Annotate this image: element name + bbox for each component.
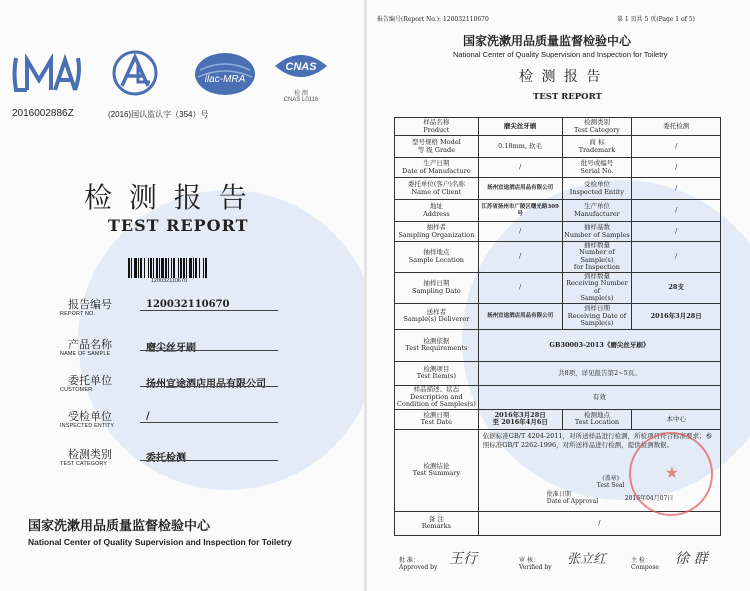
manufacture-date-label: 生产日期 Date of Manufacture	[395, 158, 479, 178]
num-samples-label: 抽样基数 Number of Samples	[562, 222, 632, 242]
field-value: 120032110670	[146, 299, 230, 310]
approved-signature: 王行	[449, 551, 477, 567]
compose-cn: 主 检：	[631, 557, 651, 564]
address-label: 地址 Address	[395, 200, 479, 222]
barcode-bar	[144, 258, 145, 278]
test-seal-label: (盖章) Test Seal	[596, 474, 625, 489]
barcode-bar	[140, 258, 142, 278]
field-label-cn: 检测类别	[68, 448, 112, 461]
title-en: TEST REPORT	[108, 216, 249, 235]
remarks-value: /	[478, 511, 720, 535]
barcode-number: 120032110670	[150, 278, 188, 284]
summary-cell	[478, 429, 720, 511]
barcode	[128, 258, 210, 278]
field-underline	[140, 386, 278, 387]
serial-label: 批号或编号 Serial No.	[562, 158, 632, 178]
barcode-bar	[173, 258, 175, 278]
field-label-en: NAME OF SAMPLE	[60, 351, 111, 357]
org-name-en: National Center of Quality Supervision and Inspection for Toiletry	[453, 50, 668, 59]
compose-signature: 徐 群	[675, 551, 708, 567]
field-underline	[140, 350, 278, 351]
test-date-label: 检测日期 Test Date	[395, 409, 479, 429]
manufacturer-label: 生产单位 Manufacturer	[562, 200, 632, 222]
barcode-bar	[186, 258, 187, 278]
barcode-bar	[171, 258, 172, 278]
verified-by	[519, 555, 552, 571]
inspected-value: /	[632, 178, 721, 200]
inspected-label: 受检单位 Inspected Entity	[562, 178, 632, 200]
cnas-code: CNAS L0116	[283, 97, 319, 103]
svg-text:ilac-MRA: ilac-MRA	[204, 74, 246, 85]
barcode-bar	[153, 258, 154, 278]
barcode-bar	[205, 258, 207, 278]
product-value: 磨尖丝牙刷	[478, 118, 562, 136]
verified-cn: 审 核：	[519, 557, 539, 564]
num-inspection-label: 抽样数量 Number of Sample(s) for Inspection	[562, 242, 632, 273]
seal-star-icon: ★	[664, 462, 680, 482]
product-label: 样品名称 Product	[395, 118, 479, 136]
cover-field-row	[58, 372, 318, 404]
page-indicator: 第 1 页共 5 页(Page 1 of 5)	[617, 16, 695, 23]
condition-label: 样品描述、状态 Description and Condition of Samples(s)	[395, 385, 479, 409]
items-value: 共8项，详见报告第2~5页。	[478, 361, 720, 385]
field-value: 磨尖丝牙刷	[146, 343, 196, 354]
field-label-cn: 报告编号	[68, 298, 112, 311]
field-label-en: REPORT NO.	[60, 311, 96, 317]
model-label: 型号规格 Model 等 级 Grade	[395, 136, 479, 158]
cover-field-row	[58, 336, 318, 368]
deliverer-label: 送样者 Sample(s) Deliverer	[395, 303, 479, 329]
manufacturer-value: /	[632, 200, 721, 222]
barcode-bar	[193, 258, 194, 278]
cover-field-row	[58, 408, 318, 440]
barcode-bar	[159, 258, 160, 278]
field-label-cn: 产品名称	[68, 338, 112, 351]
location-label: 检测地点 Test Location	[562, 409, 632, 429]
barcode-bar	[168, 258, 169, 278]
field-label-en: INSPECTED ENTITY	[60, 423, 115, 429]
approved-en: Approved by	[399, 564, 438, 571]
barcode-bar	[150, 258, 152, 278]
cma-logo	[12, 54, 82, 98]
remarks-label: 备 注 Remarks	[395, 511, 479, 535]
field-underline	[140, 422, 278, 423]
compose-en: Compose	[631, 564, 659, 571]
category-value: 委托检测	[632, 118, 721, 136]
manufacture-date-value: /	[478, 158, 562, 178]
barcode-bar	[161, 258, 164, 278]
barcode-bar	[134, 258, 137, 278]
composed-by	[631, 555, 659, 571]
field-value: /	[146, 411, 150, 422]
barcode-bar	[180, 258, 182, 278]
barcode-bar	[189, 258, 192, 278]
cal-logo	[110, 48, 160, 102]
barcode-bar	[165, 258, 167, 278]
recognition-number: (2016)国认监认字（354）号	[108, 110, 209, 119]
receiving-date-label: 到样日期 Receiving Date of Sample(s)	[562, 303, 632, 329]
deliverer-value: 扬州宜途酒店用品有限公司	[478, 303, 562, 329]
summary-value: 依据标准GB/T 4204-2011，对所送样品进行检测，所检项目符合标准要求；参照标准GB/T 2262-1996，对所送样品进行检测，提供检测数据。	[482, 431, 713, 449]
receiving-date-value: 2016年3月28日	[632, 303, 721, 329]
ilac-mra-logo	[192, 50, 258, 102]
barcode-bar	[178, 258, 179, 278]
barcode-bar	[131, 258, 132, 278]
report-table	[394, 117, 721, 536]
field-value: 委托检测	[146, 453, 186, 464]
category-label: 检测类别 Test Category	[562, 118, 632, 136]
org-name-cn: 国家洗漱用品质量监督检验中心	[28, 519, 211, 534]
cert-number: 2016002886Z	[12, 108, 74, 119]
client-label: 委托单位(客户)名称 Name of Client	[395, 178, 479, 200]
cnas-logo	[272, 48, 330, 103]
sampling-date-label: 抽样日期 Sampling Date	[395, 272, 479, 303]
certification-logos	[0, 48, 364, 108]
num-samples-value: /	[632, 222, 721, 242]
trademark-value: /	[632, 136, 721, 158]
summary-label: 检测结论 Test Summary	[395, 429, 479, 511]
field-underline	[140, 460, 278, 461]
verified-en: Verified by	[519, 564, 552, 571]
received-num-value: 28支	[632, 272, 721, 303]
model-value: 0.18mm, 软毛	[478, 136, 562, 158]
cover-field-row	[58, 296, 318, 328]
barcode-bar	[183, 258, 185, 278]
sample-location-label: 抽样地点 Sample Location	[395, 242, 479, 273]
report-page	[367, 0, 750, 591]
approved-cn: 批 准：	[399, 557, 419, 564]
title-en: TEST REPORT	[533, 92, 602, 102]
serial-value: /	[632, 158, 721, 178]
sampling-date-value: /	[478, 272, 562, 303]
received-num-label: 到样数量 Receiving Number of Sample(s)	[562, 272, 632, 303]
location-value: 本中心	[632, 409, 721, 429]
requirements-value: GB30003-2013《磨尖丝牙刷》	[478, 329, 720, 361]
sampling-org-label: 抽样者 Sampling Organization	[395, 222, 479, 242]
client-value: 扬州宜途酒店用品有限公司	[478, 178, 562, 200]
svg-text:CNAS: CNAS	[285, 61, 317, 73]
sample-location-value: /	[478, 242, 562, 273]
title-cn: 检 测 报 告	[84, 181, 251, 214]
field-underline	[140, 310, 278, 311]
approval-value: 2016年04月07日	[624, 494, 674, 502]
report-number-header: 报告编号(Report No.): 120032110670	[377, 16, 489, 23]
official-seal	[629, 432, 713, 516]
barcode-bar	[195, 258, 197, 278]
barcode-bar	[138, 258, 139, 278]
org-name-en: National Center of Quality Supervision and Inspection for Toiletry	[28, 537, 292, 547]
cover-page	[0, 0, 364, 591]
barcode-bar	[156, 258, 158, 278]
verified-signature: 张立红	[567, 552, 607, 567]
sampling-org-value: /	[478, 222, 562, 242]
requirements-label: 检测依据 Test Requirements	[395, 329, 479, 361]
num-inspection-value: /	[632, 242, 721, 273]
field-label-en: CUSTOMER	[60, 387, 93, 393]
test-date-value: 2016年3月28日 至 2016年4月6日	[478, 409, 562, 429]
barcode-bar	[128, 258, 130, 278]
title-cn: 检 测 报 告	[519, 69, 603, 85]
barcode-bar	[199, 258, 200, 278]
address-value: 江苏省扬州市广陵区曙光路309号	[478, 200, 562, 222]
condition-value: 有效	[478, 385, 720, 409]
barcode-bar	[148, 258, 149, 278]
items-label: 检测项目 Test Item(s)	[395, 361, 479, 385]
field-value: 扬州宜途酒店用品有限公司	[146, 379, 266, 390]
org-name-cn: 国家洗漱用品质量监督检验中心	[463, 34, 632, 48]
cover-field-row	[58, 446, 318, 478]
barcode-bar	[203, 258, 204, 278]
cnas-subtitle: 检 测	[294, 91, 308, 97]
approval-label: 批准日期 Date of Approval	[546, 490, 599, 505]
field-label-en: TEST CATEGORY	[60, 461, 108, 467]
field-label-cn: 委托单位	[68, 374, 112, 387]
approved-by	[399, 555, 437, 571]
field-label-cn: 受检单位	[68, 410, 112, 423]
trademark-label: 商 标 Trademark	[562, 136, 632, 158]
